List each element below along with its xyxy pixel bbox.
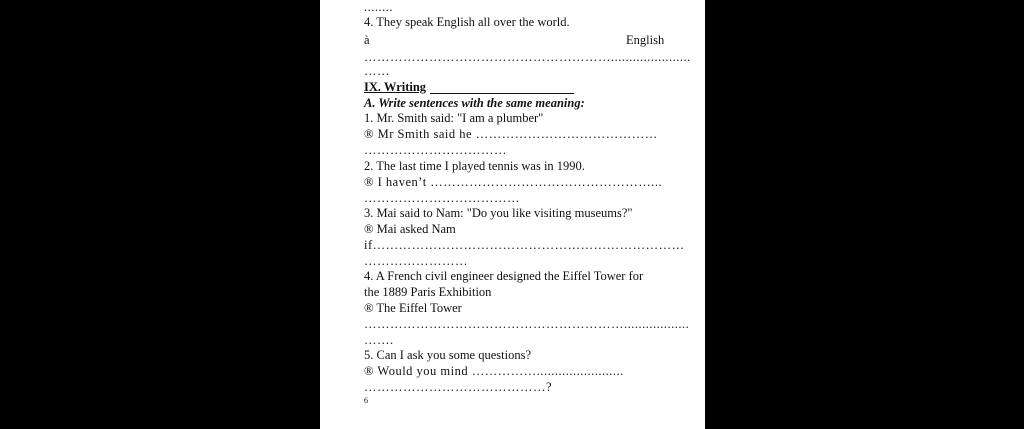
question-2: 2. The last time I played tennis was in 1990. bbox=[364, 159, 585, 173]
question-4: 4. A French civil engineer designed the Eiffel Tower for bbox=[364, 269, 644, 283]
answer-line-4b: …………………………………………………….................. bbox=[364, 317, 690, 331]
question-4-cont: the 1889 Paris Exhibition bbox=[364, 285, 492, 299]
section-heading: IX. Writing bbox=[364, 80, 427, 94]
answer-line-2: ® I haven’t ……………………………………………... bbox=[364, 175, 663, 189]
dotted-line: ……………………………………? bbox=[364, 380, 553, 394]
question-text: 4. They speak English all over the world. bbox=[364, 15, 570, 29]
arrow-mark: à bbox=[364, 33, 370, 47]
dotted-line: …………………………… bbox=[364, 143, 507, 157]
answer-line-5: ® Would you mind ……………........................ bbox=[364, 364, 624, 378]
question-5: 5. Can I ask you some questions? bbox=[364, 348, 531, 362]
dotted-line: …………………… bbox=[364, 254, 468, 268]
question-3: 3. Mai said to Nam: "Do you like visiting museums?" bbox=[364, 206, 633, 220]
dotted-line: ……. bbox=[364, 333, 394, 347]
answer-line-1: ® Mr Smith said he …………………………………… bbox=[364, 127, 658, 141]
page-number: 6 bbox=[364, 396, 368, 405]
question-1: 1. Mr. Smith said: "I am a plumber" bbox=[364, 111, 544, 125]
answer-word: English bbox=[626, 33, 665, 47]
dotted-line: …… bbox=[364, 64, 390, 78]
answer-line-3: ® Mai asked Nam bbox=[364, 222, 456, 236]
dotted-line: …………………………………………………...................... bbox=[364, 50, 691, 64]
section-subheading: A. Write sentences with the same meaning: bbox=[364, 96, 585, 110]
dotted-line: ........ bbox=[364, 0, 393, 14]
answer-line-3b: if……………………………………………………………… bbox=[364, 238, 685, 252]
dotted-line: ……………………………… bbox=[364, 191, 520, 205]
worksheet-page bbox=[320, 0, 705, 429]
answer-line-4: ® The Eiffel Tower bbox=[364, 301, 462, 315]
heading-underline bbox=[430, 93, 574, 94]
